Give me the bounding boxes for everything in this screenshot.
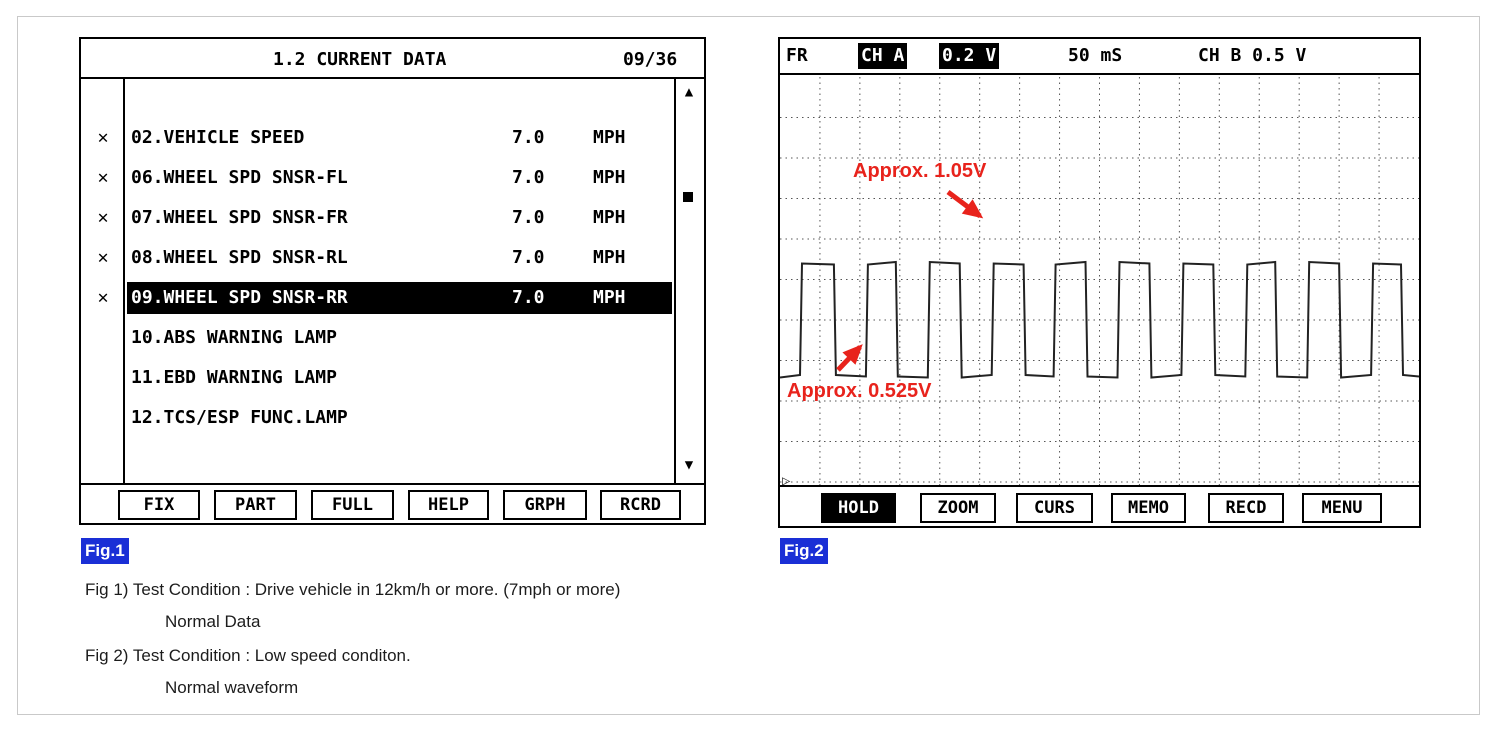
scope-grid — [780, 77, 1419, 485]
row-cells — [127, 322, 672, 354]
fixed-mark-icon[interactable]: ✕ — [97, 287, 109, 308]
row-cells — [127, 202, 672, 234]
parameter-name: 12.TCS/ESP FUNC.LAMP — [131, 407, 348, 428]
recd-button[interactable]: RECD — [1208, 493, 1284, 523]
zoom-button[interactable]: ZOOM — [920, 493, 996, 523]
parameter-unit: MPH — [593, 247, 626, 268]
data-row[interactable] — [81, 361, 674, 395]
data-row[interactable] — [81, 321, 674, 355]
parameter-name: 02.VEHICLE SPEED — [131, 127, 305, 148]
row-cells — [127, 402, 672, 434]
parameter-name: 06.WHEEL SPD SNSR-FL — [131, 167, 348, 188]
timebase[interactable]: 50 mS — [1068, 45, 1123, 66]
curs-button[interactable]: CURS — [1016, 493, 1093, 523]
parameter-name: 11.EBD WARNING LAMP — [131, 367, 337, 388]
parameter-unit: MPH — [593, 207, 626, 228]
menu-button[interactable]: MENU — [1302, 493, 1382, 523]
page-indicator: 09/36 — [623, 49, 678, 70]
fig2-tag: Fig.2 — [780, 538, 828, 564]
row-cells — [127, 242, 672, 274]
fixed-mark-icon[interactable]: ✕ — [97, 207, 109, 228]
channel-a-scale[interactable]: 0.2 V — [939, 43, 999, 69]
parameter-unit: MPH — [593, 167, 626, 188]
parameter-value: 7.0 — [512, 287, 545, 308]
row-cells — [127, 162, 672, 194]
low-level-annotation: Approx. 0.525V — [787, 380, 932, 402]
arrow-to-high-level — [948, 192, 983, 218]
parameter-value: 7.0 — [512, 127, 545, 148]
fixed-mark-icon[interactable]: ✕ — [97, 247, 109, 268]
data-row[interactable] — [81, 401, 674, 435]
parameter-name: 10.ABS WARNING LAMP — [131, 327, 337, 348]
scope-function-bar — [780, 485, 1419, 526]
screen-header — [81, 39, 704, 79]
data-row[interactable] — [81, 241, 674, 275]
row-cells — [127, 122, 672, 154]
scrollbar-thumb[interactable] — [683, 192, 693, 202]
row-cells — [127, 362, 672, 394]
oscilloscope-screen — [778, 37, 1421, 528]
scrollbar-divider — [674, 79, 676, 483]
parameter-value: 7.0 — [512, 247, 545, 268]
scroll-down-arrow-icon[interactable]: ▼ — [684, 457, 694, 473]
empty-row — [81, 81, 674, 115]
scroll-up-arrow-icon[interactable]: ▲ — [684, 84, 694, 100]
parameter-name: 08.WHEEL SPD SNSR-RL — [131, 247, 348, 268]
row-cells — [127, 82, 672, 114]
fig1-caption-detail: Normal Data — [165, 612, 261, 631]
full-button[interactable]: FULL — [311, 490, 394, 520]
fig2-caption: Fig 2) Test Condition : Low speed conditon. — [85, 646, 411, 665]
fig2-caption-detail: Normal waveform — [165, 678, 299, 697]
screen-title: 1.2 CURRENT DATA — [273, 49, 447, 70]
data-row[interactable] — [81, 121, 674, 155]
help-button[interactable]: HELP — [408, 490, 489, 520]
data-row[interactable] — [81, 161, 674, 195]
scope-header — [780, 39, 1419, 75]
trigger-marker-icon: ▷ — [782, 473, 791, 485]
waveform-plot — [780, 77, 1419, 485]
channel-b-scale[interactable]: CH B 0.5 V — [1198, 45, 1307, 66]
data-row[interactable] — [81, 201, 674, 235]
hold-button[interactable]: HOLD — [821, 493, 896, 523]
channel-a-label[interactable]: CH A — [858, 43, 907, 69]
scope-mode: FR — [786, 45, 808, 66]
parameter-name: 07.WHEEL SPD SNSR-FR — [131, 207, 348, 228]
fixed-mark-icon[interactable]: ✕ — [97, 127, 109, 148]
arrow-to-low-level — [838, 344, 863, 370]
grph-button[interactable]: GRPH — [503, 490, 587, 520]
parameter-name: 09.WHEEL SPD SNSR-RR — [131, 287, 348, 308]
function-key-bar — [81, 483, 704, 523]
scan-tool-screen — [79, 37, 706, 525]
parameter-unit: MPH — [593, 287, 626, 308]
row-cells — [127, 282, 672, 314]
parameter-value: 7.0 — [512, 207, 545, 228]
fig1-caption: Fig 1) Test Condition : Drive vehicle in 12km/h or more. (7mph or more) — [85, 580, 621, 599]
fig1-tag: Fig.1 — [81, 538, 129, 564]
parameter-unit: MPH — [593, 127, 626, 148]
parameter-value: 7.0 — [512, 167, 545, 188]
part-button[interactable]: PART — [214, 490, 297, 520]
rcrd-button[interactable]: RCRD — [600, 490, 681, 520]
fix-button[interactable]: FIX — [118, 490, 200, 520]
data-row[interactable] — [81, 281, 674, 315]
memo-button[interactable]: MEMO — [1111, 493, 1186, 523]
high-level-annotation: Approx. 1.05V — [853, 160, 987, 182]
fixed-mark-icon[interactable]: ✕ — [97, 167, 109, 188]
